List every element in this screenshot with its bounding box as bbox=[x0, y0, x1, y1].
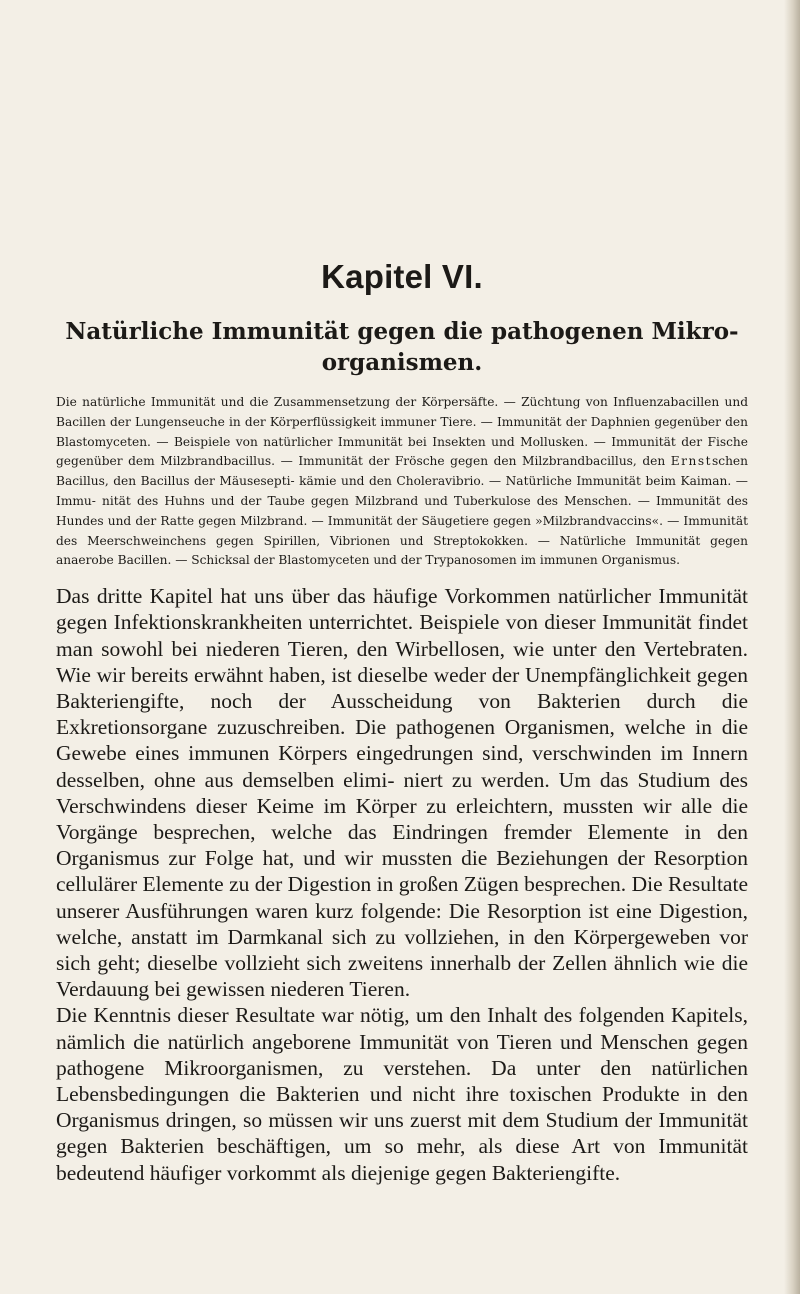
page-content bbox=[56, 258, 748, 1186]
chapter-title: Natürliche Immunität gegen die pathogenen Mikro- organismen. bbox=[65, 318, 739, 376]
page-edge-shadow bbox=[784, 0, 800, 1294]
body-paragraph-2: Die Kenntnis dieser Resultate war nötig, um den Inhalt des folgenden Kapitels, nämlich die natürlich angeborene Immunität von Tieren und Menschen gegen pathogene Mikroorganismen, zu verstehen. Da unter den natürlichen Lebensbedingungen die Bakterien und nicht ihre toxischen Produkte in den Organismus dringen, so müssen wir uns zuerst mit dem Studium der Immunität gegen Bakterien beschäftigen, um so mehr, als diese Art von Immunität bedeutend häufiger vorkommt als diejenige gegen Bakteriengifte. bbox=[56, 1003, 748, 1185]
summary-text-part2: schen Bacillus, den Bacillus der Mäusesepti- kämie und den Choleravibrio. — Natürliche Immunität beim Kaiman. — Immu- nität des Huhns und der Taube gegen Milzbrand und Tuberkulose des Menschen. — Immunität des Hundes und der Ratte gegen Milzbrand. — Immunität der Säugetiere gegen »Milzbrandvaccins«. — Immunität des Meerschweinchens gegen Spirillen, Vibrionen und Streptokokken. — Natürliche Immunität gegen anaerobe Bacillen. — Schicksal der Blastomyceten und der Trypanosomen im immunen Organismus. bbox=[56, 454, 748, 568]
summary-text-part1: Die natürliche Immunität und die Zusammensetzung der Körpersäfte. — Züchtung von Influenzabacillen und Bacillen der Lungenseuche in der Körperflüssigkeit immuner Tiere. — Immunität der Daphnien gegenüber den Blastomyceten. — Beispiele von natürlicher Immunität bei Insekten und Mollusken. — Immunität der Fische gegenüber dem Milzbrandbacillus. — Immunität der Frösche gegen den Milzbrandbacillus, den bbox=[56, 395, 748, 469]
summary-spaced-name: Ernst bbox=[670, 454, 712, 469]
body-text bbox=[56, 583, 748, 1186]
chapter-summary bbox=[56, 393, 748, 571]
chapter-heading: Kapitel VI. bbox=[321, 258, 483, 295]
body-paragraph-1: Das dritte Kapitel hat uns über das häufige Vorkommen natürlicher Immunität gegen Infektionskrankheiten unterrichtet. Beispiele von dieser Immunität findet man sowohl bei niederen Tieren, den Wirbellosen, wie unter den Vertebraten. Wie wir bereits erwähnt haben, ist dieselbe weder der Unempfänglichkeit gegen Bakteriengifte, noch der Ausscheidung von Bakterien durch die Exkretionsorgane zuzuschreiben. Die pathogenen Organismen, welche in die Gewebe eines immunen Körpers eingedrungen sind, verschwinden im Innern desselben, ohne aus demselben elimi- niert zu werden. Um das Studium des Verschwindens dieser Keime im Körper zu erleichtern, mussten wir alle die Vorgänge besprechen, welche das Eindringen fremder Elemente in den Organismus zur Folge hat, und wir mussten die Beziehungen der Resorption cellulärer Elemente zu der Digestion in großen Zügen besprechen. Die Resultate unserer Ausführungen waren kurz folgende: Die Resorption ist eine Digestion, welche, anstatt im Darmkanal sich zu vollziehen, in den Körpergeweben vor sich geht; dieselbe vollzieht sich zweitens innerhalb der Zellen ähnlich wie die Verdauung bei gewissen niederen Tieren. bbox=[56, 584, 748, 1002]
